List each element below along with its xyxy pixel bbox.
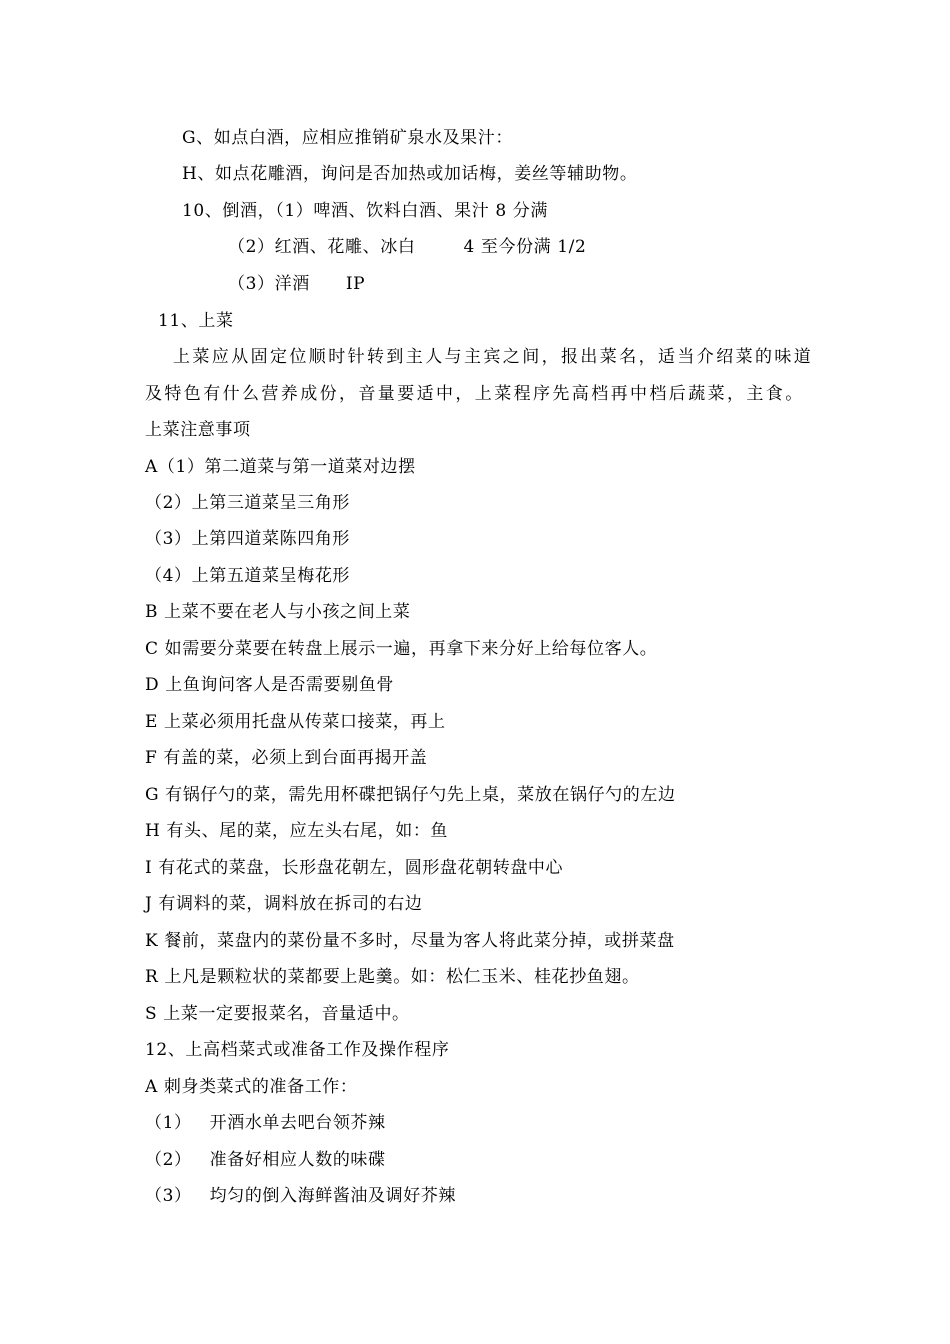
list-item: C 如需要分菜要在转盘上展示一遍，再拿下来分好上给每位客人。	[145, 639, 658, 659]
list-item: A（1）第二道菜与第一道菜对边摆	[145, 457, 416, 477]
subheading: 上菜注意事项	[145, 420, 251, 440]
list-item: K 餐前，菜盘内的菜份量不多时，尽量为客人将此菜分掉，或拼菜盘	[145, 931, 675, 951]
list-item: R 上凡是颗粒状的菜都要上匙羹。如：松仁玉米、桂花抄鱼翅。	[145, 967, 640, 987]
list-item: （1） 开酒水单去吧台领芥辣	[145, 1113, 386, 1133]
text-line: H、如点花雕酒，询问是否加热或加话梅，姜丝等辅助物。	[182, 164, 638, 184]
text-line: （2）红酒、花雕、冰白 4 至今份满 1/2	[228, 237, 587, 257]
list-item: （3） 均匀的倒入海鲜酱油及调好芥辣	[145, 1186, 457, 1206]
paragraph-line: 及特色有什么营养成份，音量要适中，上菜程序先高档再中档后蔬菜，主食。	[145, 384, 805, 404]
list-item: I 有花式的菜盘，长形盘花朝左，圆形盘花朝转盘中心	[145, 858, 564, 878]
text-line: （3）洋酒 IP	[228, 274, 366, 294]
list-item: J 有调料的菜，调料放在拆司的右边	[145, 894, 423, 914]
paragraph-line: 上菜应从固定位顺时针转到主人与主宾之间，报出菜名，适当介绍菜的味道	[173, 347, 814, 367]
list-item: D 上鱼询问客人是否需要剔鱼骨	[145, 675, 395, 695]
list-item: B 上菜不要在老人与小孩之间上菜	[145, 602, 411, 622]
list-item: （2）上第三道菜呈三角形	[145, 493, 351, 513]
section-heading: 12、上高档菜式或准备工作及操作程序	[145, 1040, 450, 1060]
list-item: E 上菜必须用托盘从传菜口接菜，再上	[145, 712, 446, 732]
list-item: H 有头、尾的菜，应左头右尾，如：鱼	[145, 821, 449, 841]
list-item: F 有盖的菜，必须上到台面再揭开盖	[145, 748, 428, 768]
list-item: G 有锅仔勺的菜，需先用杯碟把锅仔勺先上桌，菜放在锅仔勺的左边	[145, 785, 676, 805]
subheading: A 刺身类菜式的准备工作：	[145, 1077, 358, 1097]
section-heading: 11、上菜	[158, 311, 234, 331]
text-line: 10、倒酒，（1）啤酒、饮料白酒、果汁 8 分满	[182, 201, 548, 221]
text-line: G、如点白酒，应相应推销矿泉水及果汁：	[182, 128, 513, 148]
list-item: （3）上第四道菜陈四角形	[145, 529, 351, 549]
list-item: S 上菜一定要报菜名，音量适中。	[145, 1004, 410, 1024]
list-item: （2） 准备好相应人数的味碟	[145, 1150, 386, 1170]
list-item: （4）上第五道菜呈梅花形	[145, 566, 351, 586]
